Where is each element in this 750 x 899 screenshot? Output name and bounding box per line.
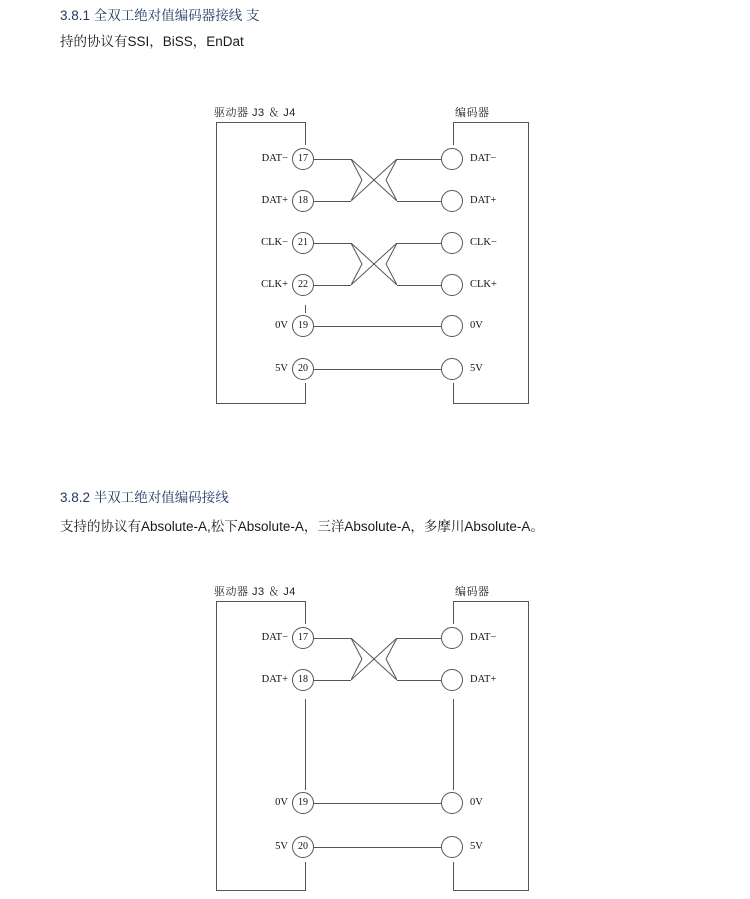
diagram2-wire-3 xyxy=(314,847,441,848)
diagram1-pin-3: 22 xyxy=(292,274,314,296)
diagram1-left-label-5: 5V xyxy=(275,363,288,374)
diagram2-right-label-0: DAT− xyxy=(470,632,497,643)
diagram1-pin-0: 17 xyxy=(292,148,314,170)
diagram1-right-label-0: DAT− xyxy=(470,153,497,164)
diagram2-wire-1-right xyxy=(397,680,441,681)
diagram1-right-label-1: DAT+ xyxy=(470,195,497,206)
diagram2-encoder-pin-0 xyxy=(441,627,463,649)
diagram1-encoder-pin-5 xyxy=(441,358,463,380)
diagram2-encoder-title: 编码器 xyxy=(455,586,490,598)
diagram1-wire-5 xyxy=(314,369,441,370)
diagram1-right-label-2: CLK− xyxy=(470,237,497,248)
diagram1-right-label-3: CLK+ xyxy=(470,279,497,290)
diagram1-left-label-0: DAT− xyxy=(261,153,288,164)
diagram2-right-label-1: DAT+ xyxy=(470,674,497,685)
diagram1-left-label-4: 0V xyxy=(275,320,288,331)
diagram1-left-label-2: CLK− xyxy=(261,237,288,248)
diagram2-wire-2 xyxy=(314,803,441,804)
diagram1-driver-title: 驱动器 J3 ＆ J4 xyxy=(214,107,296,119)
diagram1-encoder-pin-0 xyxy=(441,148,463,170)
diagram1-wire-2-right xyxy=(397,243,441,244)
diagram1-wire-0-right xyxy=(397,159,441,160)
diagram1-encoder-pin-4 xyxy=(441,315,463,337)
diagram2-pin-2: 19 xyxy=(292,792,314,814)
diagram1-encoder-pin-2 xyxy=(441,232,463,254)
diagram2-wire-1-left xyxy=(314,680,351,681)
diagram2-pin-1: 18 xyxy=(292,669,314,691)
diagram2-right-label-2: 0V xyxy=(470,797,483,808)
diagram1-twist-icon-data xyxy=(351,159,397,201)
diagram2-left-label-1: DAT+ xyxy=(261,674,288,685)
diagram2-wire-0-left xyxy=(314,638,351,639)
diagram1-right-label-5: 5V xyxy=(470,363,483,374)
diagram2-left-label-2: 0V xyxy=(275,797,288,808)
diagram1-pin-5: 20 xyxy=(292,358,314,380)
diagram1-encoder-pin-3 xyxy=(441,274,463,296)
section-heading-381-continuation: 持的协议有SSI，BiSS，EnDat xyxy=(60,34,244,49)
diagram1-left-label-3: CLK+ xyxy=(261,279,288,290)
section-heading-381: 3.8.1 全双工绝对值编码器接线 支 xyxy=(60,8,260,23)
diagram1-wire-2-left xyxy=(314,243,351,244)
diagram1-pin-4: 19 xyxy=(292,315,314,337)
diagram1-right-label-4: 0V xyxy=(470,320,483,331)
diagram2-left-label-3: 5V xyxy=(275,841,288,852)
diagram2-right-label-3: 5V xyxy=(470,841,483,852)
diagram1-wire-1-right xyxy=(397,201,441,202)
diagram1-encoder-notch xyxy=(448,145,460,383)
section-heading-382: 3.8.2 半双工绝对值编码接线 xyxy=(60,490,229,505)
diagram1-twist-icon-clock xyxy=(351,243,397,285)
diagram1-encoder-title: 编码器 xyxy=(455,107,490,119)
diagram2-encoder-pin-3 xyxy=(441,836,463,858)
diagram2-encoder-pin-2 xyxy=(441,792,463,814)
diagram1-pin-1: 18 xyxy=(292,190,314,212)
diagram2-driver-title: 驱动器 J3 ＆ J4 xyxy=(214,586,296,598)
diagram1-pin-2: 21 xyxy=(292,232,314,254)
diagram1-wire-3-left xyxy=(314,285,351,286)
diagram2-encoder-pin-1 xyxy=(441,669,463,691)
diagram2-pin-3: 20 xyxy=(292,836,314,858)
diagram1-wire-0-left xyxy=(314,159,351,160)
diagram2-wire-0-right xyxy=(397,638,441,639)
diagram2-pin-0: 17 xyxy=(292,627,314,649)
diagram1-wire-3-right xyxy=(397,285,441,286)
diagram1-wire-4 xyxy=(314,326,441,327)
diagram1-wire-1-left xyxy=(314,201,351,202)
diagram2-left-label-0: DAT− xyxy=(261,632,288,643)
section-body-382: 支持的协议有Absolute-A,松下Absolute-A，三洋Absolute-A，多摩川Absolute-A。 xyxy=(60,519,544,534)
diagram1-left-label-1: DAT+ xyxy=(261,195,288,206)
diagram1-encoder-pin-1 xyxy=(441,190,463,212)
diagram2-twist-icon-data xyxy=(351,638,397,680)
